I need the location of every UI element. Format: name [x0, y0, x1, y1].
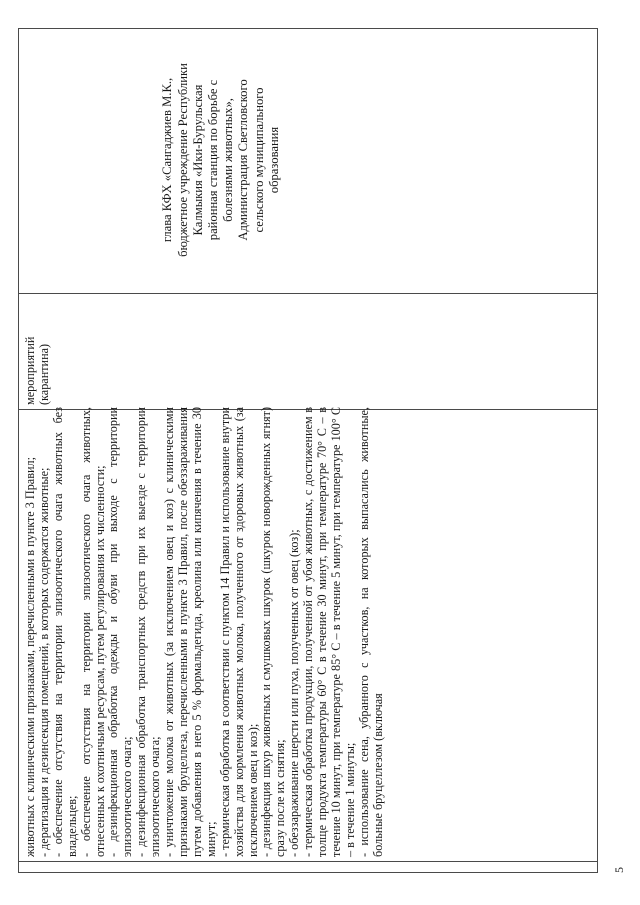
term-cell: мероприятий (карантина)	[23, 336, 51, 405]
table-column-divider	[19, 861, 597, 862]
responsible-line: Калмыкия «Ики-Бурульская	[190, 84, 205, 236]
responsible-line: образования	[266, 126, 281, 194]
measure-line: - обеспечение отсутствия на территории эпизоотического очага животных, отнесенных к охотничьим ресурсам, путем регулирования их численности;	[78, 407, 107, 857]
measures-cell	[24, 407, 386, 857]
measure-line: - обеззараживание шерсти или пуха, полученных от овец (коз);	[287, 529, 302, 857]
responsible-line: болезнями животных»,	[221, 98, 236, 222]
measure-line: - дератизация и дезинсекция помещений, в которых содержатся животные;	[36, 467, 51, 857]
measure-line: - термическая обработка продукции, полученной от убоя животных, с достижением в толще продукта температуры 60° С в течение 30 минут, при температуре 70° С – в течение 10 минут, при температуре 85° С – в течение 5 минут, при температуре 100° С – в течение 1 минуты;	[301, 407, 357, 857]
table-column-divider	[19, 293, 597, 294]
measure-line: - обеспечение отсутствия на территории эпизоотического очага животных без владельцев;	[50, 407, 79, 857]
responsible-line: районная станция по борьбе с	[205, 79, 220, 241]
responsible-line: Администрация Светловского	[236, 79, 251, 241]
measure-line: - дезинфекционная обработка одежды и обуви при выходе с территории эпизоотического очага;	[106, 407, 135, 857]
page-number: 5	[612, 867, 626, 873]
responsible-line: глава КФХ «Сангаджиев М.К.,	[160, 77, 175, 243]
responsible-cell	[24, 31, 282, 289]
measure-line: - термическая обработка в соответствии с пунктом 14 Правил и использование внутри хозяйства для кормления животных молока, полученного от здоровых животных (за исключением овец и коз);	[217, 407, 260, 857]
responsible-line: бюджетное учреждение Республики	[175, 63, 190, 257]
responsible-line: сельского муниципального	[251, 87, 266, 233]
measure-line: - использование сена, убранного с участков, на которых выпасались животные, больные бруцеллезом (включая	[356, 407, 385, 857]
measure-line: - уничтожение молока от животных (за исключением овец и коз) с клиническими признаками бруцеллеза, перечисленными в пункте 3 Правил, после обеззараживания путем добавления в него 5 % формальдегида, креолина или кипячения в течение 30 минут;	[162, 407, 218, 857]
measure-line: - дезинфекционная обработка транспортных средств при их выезде с территории эпизоотического очага;	[134, 407, 163, 857]
measure-line: - дезинфекция шкур животных и смушковых шкурок (шкурок новорожденных ягнят) сразу после их снятия;	[259, 407, 288, 857]
measure-line: животных с клиническими признаками, перечисленными в пункте 3 Правил;	[23, 457, 37, 857]
